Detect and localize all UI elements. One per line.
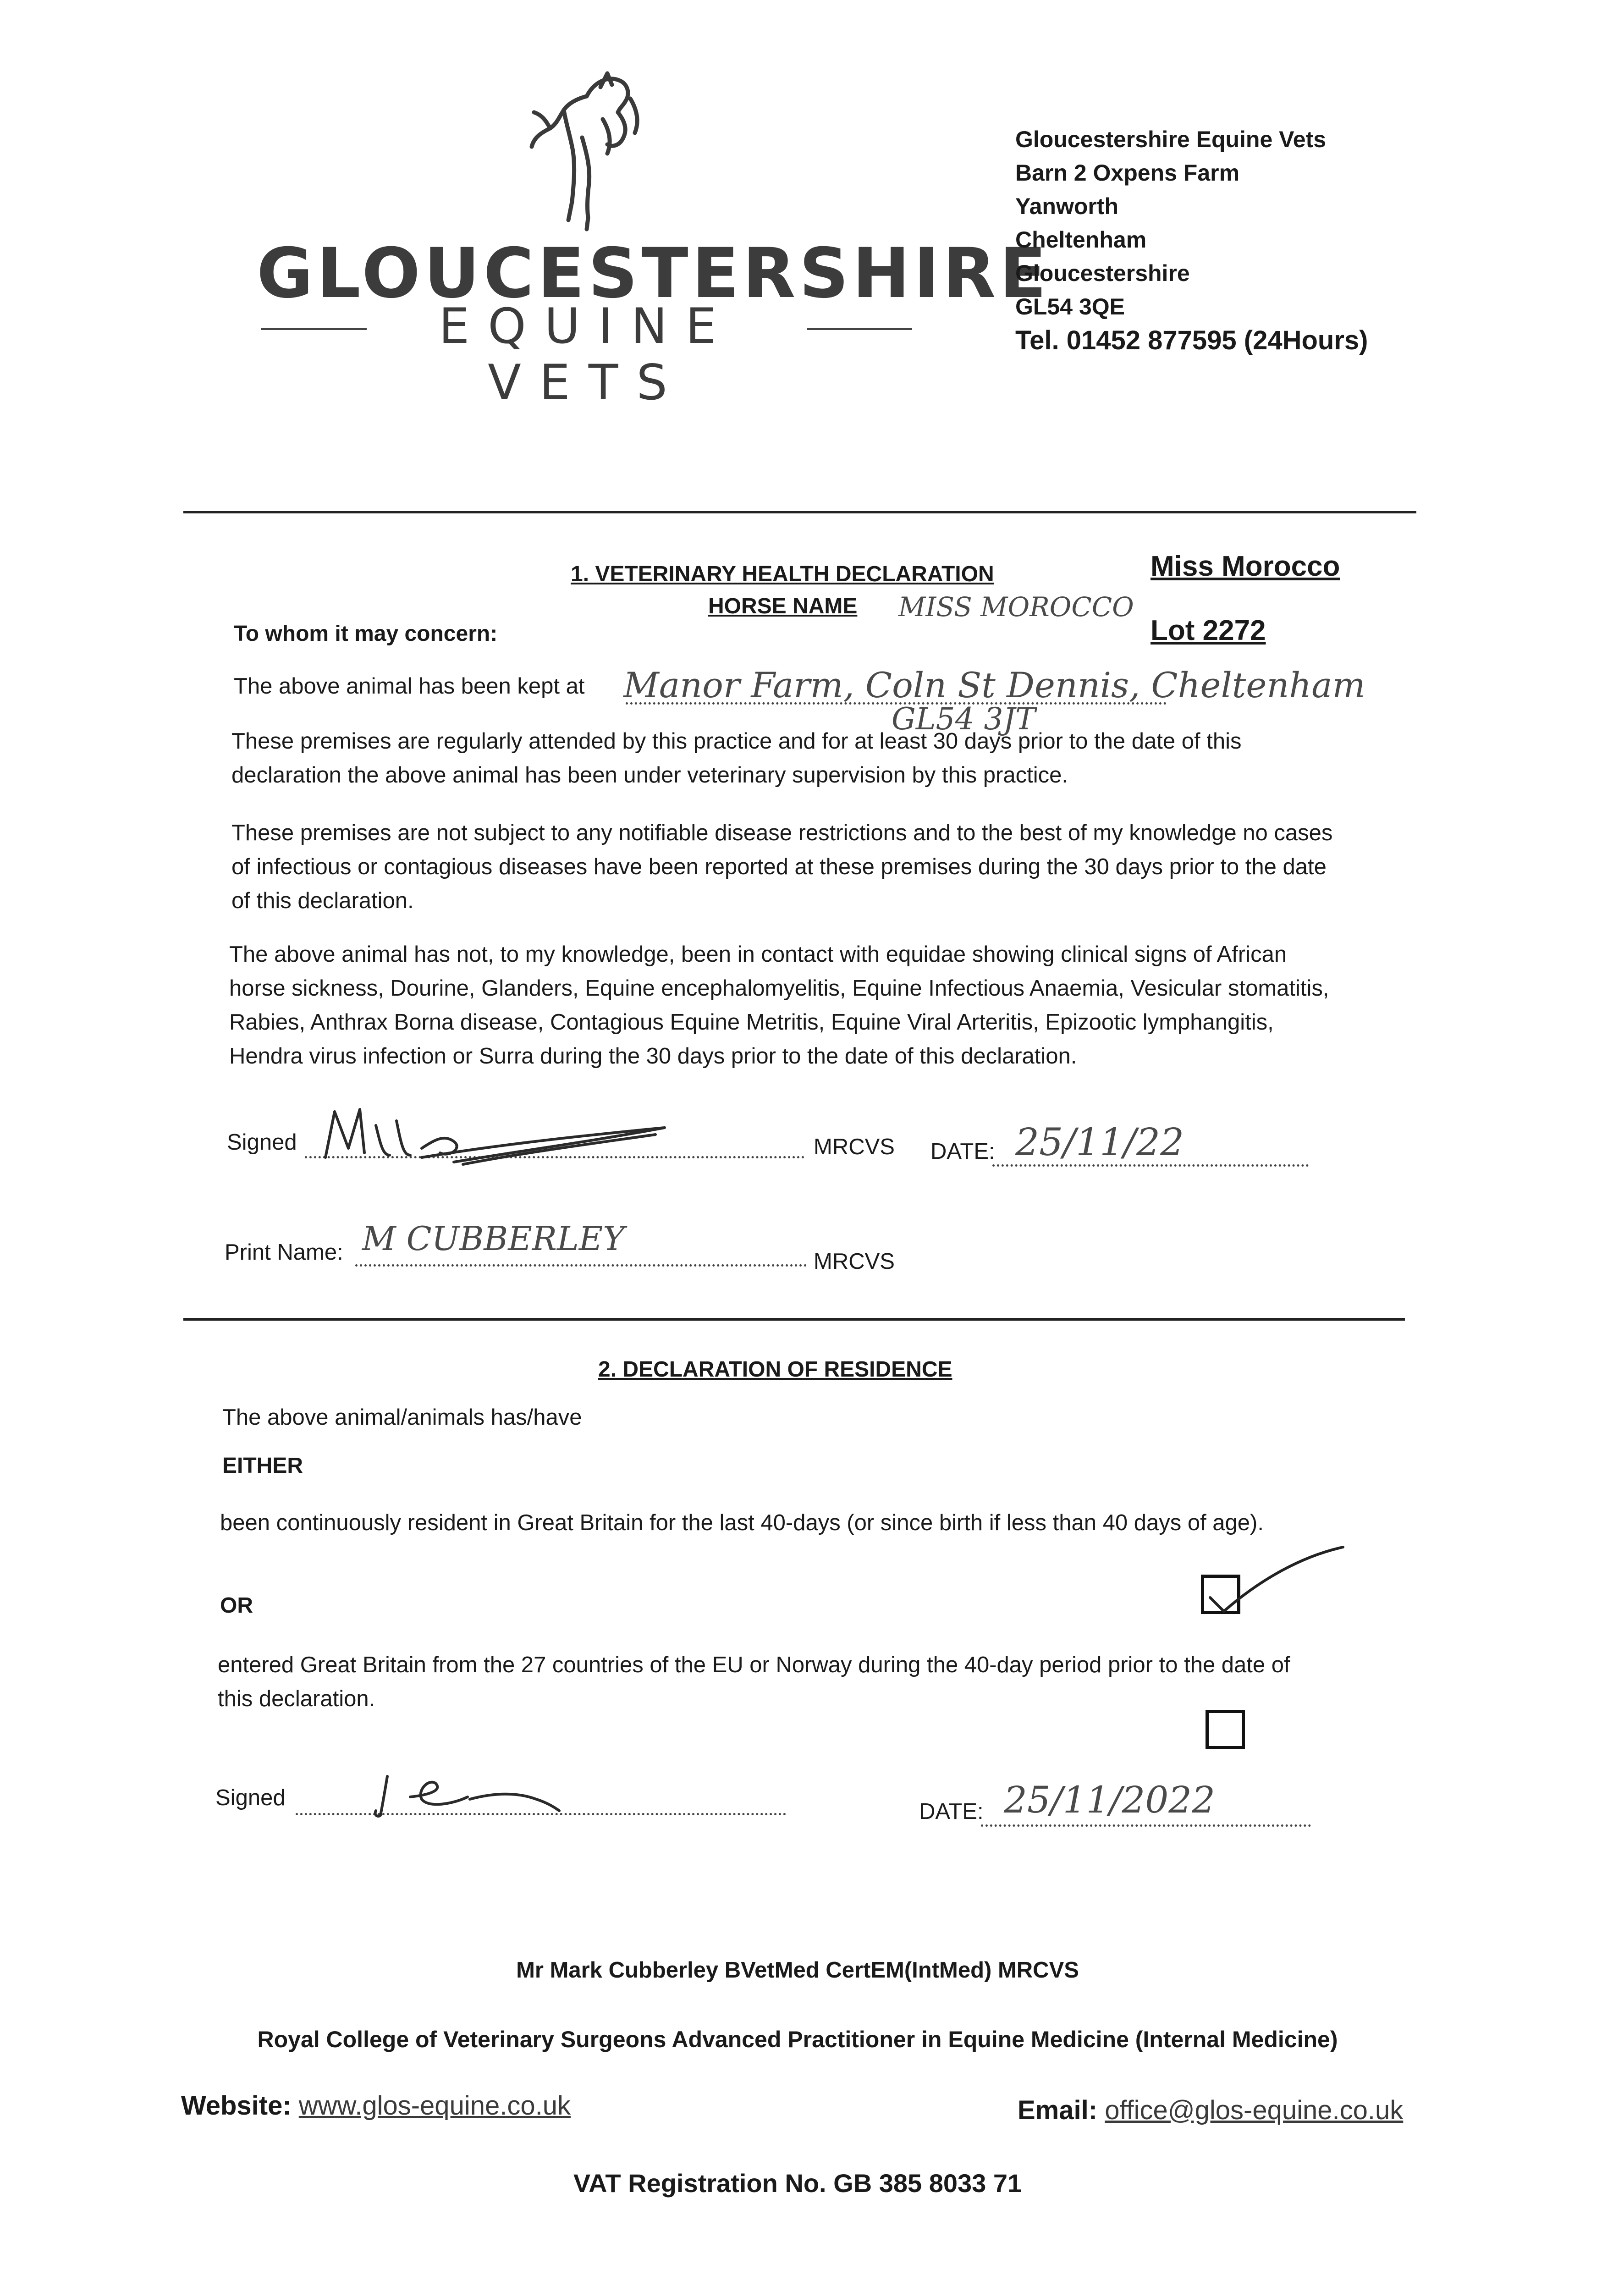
logo	[257, 69, 1050, 411]
email-link[interactable]: office@glos-equine.co.uk	[1105, 2095, 1404, 2125]
paragraph-supervision: These premises are regularly attended by this practice and for at least 30 days prior to the date of this declaration the above animal has been under veterinary supervision by this practice.	[231, 729, 1242, 788]
website-label: Website:	[181, 2091, 292, 2121]
address-line: Gloucestershire	[1015, 260, 1190, 286]
print-name-handwritten: M CUBBERLEY	[362, 1219, 625, 1258]
logo-left-line	[261, 328, 367, 330]
horse-logo-icon	[513, 69, 651, 234]
residence-date-handwritten: 25/11/2022	[1004, 1779, 1216, 1821]
residence-signed-label: Signed	[215, 1785, 286, 1810]
residence-date-dotted-line	[981, 1824, 1311, 1827]
logo-subtitle: EQUINE VETS	[439, 298, 735, 411]
vat-registration: VAT Registration No. GB 385 8033 71	[573, 2169, 1022, 2198]
either-label: EITHER	[222, 1454, 303, 1478]
mrcvs-label: MRCVS	[814, 1135, 895, 1159]
logo-right-line	[807, 328, 912, 330]
kept-at-address: Manor Farm, Coln St Dennis, Cheltenham	[623, 665, 1365, 705]
address-line: Gloucestershire Equine Vets	[1015, 127, 1327, 152]
residence-date-label: DATE:	[919, 1799, 984, 1824]
paragraph-restrictions: These premises are not subject to any notifiable disease restrictions and to the best of my knowledge no cases of infectious or contagious diseases have been reported at these premises during the 30 days prior to the date of this declaration.	[231, 821, 1333, 913]
kept-at-label: The above animal has been kept at	[234, 674, 585, 699]
address-line: Cheltenham	[1015, 227, 1147, 253]
or-label: OR	[220, 1593, 253, 1618]
paragraph-contact: The above animal has not, to my knowledge, been in contact with equidae showing clinical signs of African horse sickness, Dourine, Glanders, Equine encephalomyelitis, Equine Infectious Anaemia, Vesicular stomatitis, Rabies, Anthrax Borna disease, Contagious Equine Metritis, Equine Viral Arteritis, Epizootic lymphangitis, Hendra virus infection or Surra during the 30 days prior to the date of this declaration.	[229, 942, 1329, 1069]
checkmark-icon	[1196, 1538, 1352, 1620]
middle-divider	[183, 1318, 1405, 1321]
rcvs-qualification: Royal College of Veterinary Surgeons Advanced Practitioner in Equine Medicine (Internal Medicine)	[257, 2027, 1338, 2052]
lot-number: Lot 2272	[1151, 615, 1266, 646]
section2-heading: 2. DECLARATION OF RESIDENCE	[598, 1357, 952, 1382]
date-dotted-line	[992, 1164, 1309, 1167]
horse-name-label: HORSE NAME	[708, 594, 858, 618]
address-line: GL54 3QE	[1015, 294, 1125, 320]
email	[1018, 2095, 1403, 2126]
option-entered-text: entered Great Britain from the 27 countries of the EU or Norway during the 40-day period prior to the date of this declaration.	[218, 1653, 1290, 1711]
practice-address	[1015, 123, 1519, 357]
option-resident-text: been continuously resident in Great Britain for the last 40-days (or since birth if less than 40 days of age).	[220, 1510, 1264, 1535]
print-name-label: Print Name:	[225, 1240, 343, 1265]
email-label: Email:	[1018, 2095, 1098, 2125]
print-name-mrcvs-label: MRCVS	[814, 1249, 895, 1274]
residence-signature	[367, 1772, 587, 1822]
kept-at-postcode: GL54 3JT	[892, 701, 1035, 737]
logo-title: GLOUCESTERSHIRE	[257, 234, 1050, 314]
section1-heading: 1. VETERINARY HEALTH DECLARATION	[571, 562, 994, 586]
signed-label: Signed	[227, 1130, 297, 1155]
website	[181, 2090, 571, 2121]
date-label: DATE:	[930, 1139, 995, 1164]
telephone: Tel. 01452 877595 (24Hours)	[1015, 325, 1368, 355]
vet-signature	[316, 1098, 683, 1176]
option-entered-checkbox[interactable]	[1206, 1710, 1245, 1749]
salutation: To whom it may concern:	[234, 622, 498, 646]
website-link[interactable]: www.glos-equine.co.uk	[298, 2091, 571, 2121]
print-name-dotted-line	[355, 1264, 807, 1267]
vet-name: Mr Mark Cubberley BVetMed CertEM(IntMed) MRCVS	[516, 1958, 1079, 1983]
address-line: Barn 2 Oxpens Farm	[1015, 160, 1240, 186]
top-divider	[183, 511, 1416, 513]
date-handwritten: 25/11/22	[1015, 1121, 1184, 1164]
residence-intro: The above animal/animals has/have	[222, 1405, 582, 1430]
address-line: Yanworth	[1015, 193, 1119, 219]
lot-horse-name: Miss Morocco	[1151, 551, 1340, 582]
horse-name-handwritten: MISS MOROCCO	[898, 591, 1134, 623]
